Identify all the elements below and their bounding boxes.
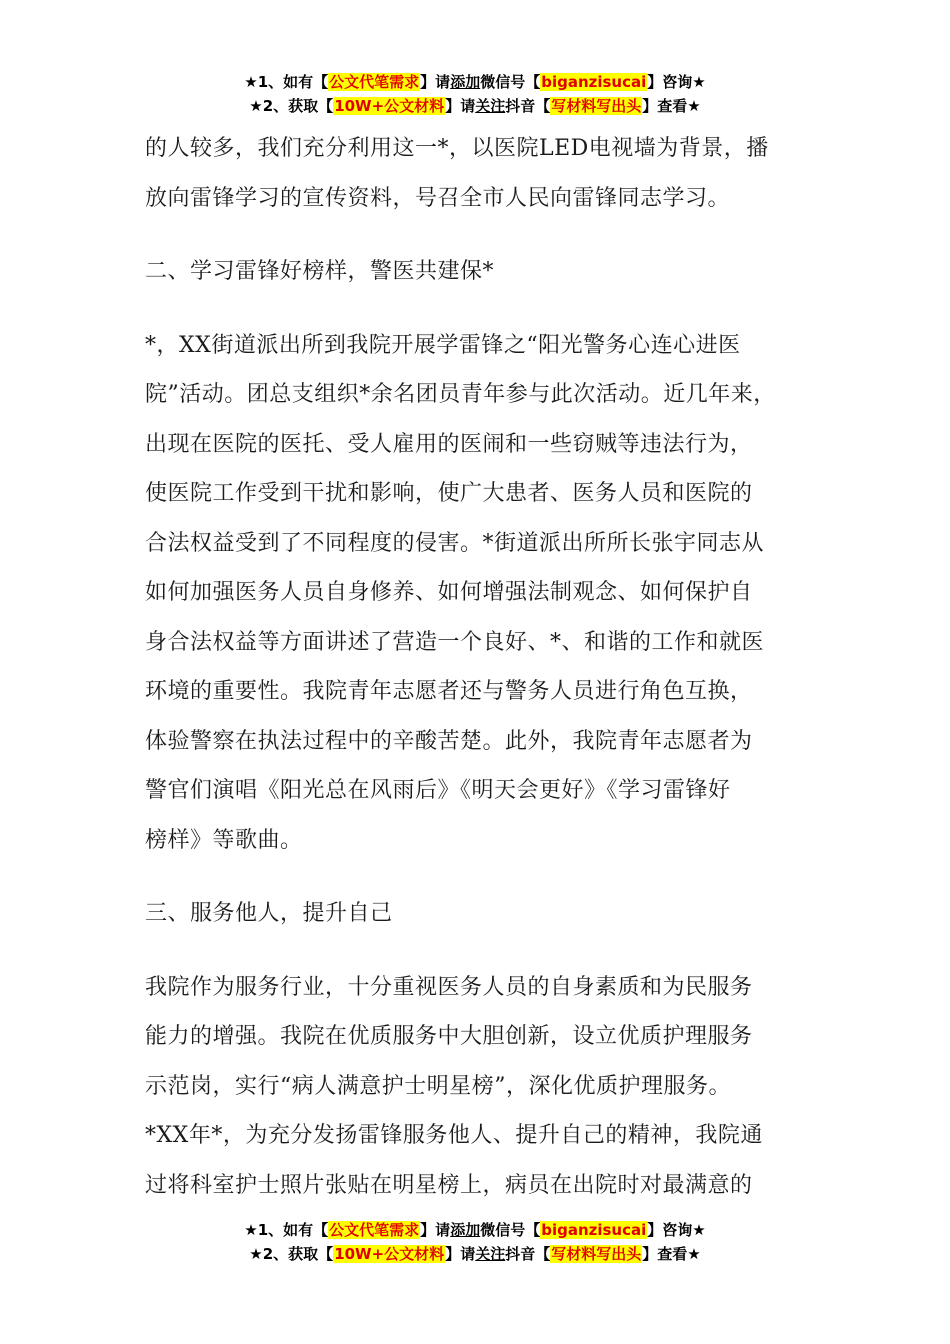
banner-text: ★1、如有【 [244,73,329,91]
paragraph-line: 我院作为服务行业，十分重视医务人员的自身素质和为民服务 [145,974,753,1000]
paragraph-line: *XX年*，为充分发扬雷锋服务他人、提升自己的精神，我院通 [145,1123,763,1148]
paragraph-line: 院”活动。团总支组织*余名团员青年参与此次活动。近几年来， [145,382,776,407]
section-heading: 三、服务他人，提升自己 [145,901,393,926]
banner-text: 】查看★ [642,1245,701,1263]
paragraph-line: *，XX街道派出所到我院开展学雷锋之“阳光警务心连心进医 [145,332,741,358]
banner-text: 抖音【 [505,1245,551,1263]
paragraph-line: 如何加强医务人员自身修养、如何增强法制观念、如何保护自 [145,580,753,605]
banner-line-2 [0,94,950,118]
highlight-text: biganzisucai [541,73,647,91]
paragraph-line: 出现在医院的医托、受人雇用的医闹和一些窃贼等违法行为， [145,431,753,457]
paragraph-line: 的人较多，我们充分利用这一*，以医院LED电视墙为背景，播 [145,136,769,161]
paragraph-line: 合法权益受到了不同程度的侵害。*街道派出所所长张宇同志从 [145,530,765,556]
paragraph-line: 环境的重要性。我院青年志愿者还与警务人员进行角色互换， [145,679,753,704]
paragraph-line: 榜样》等歌曲。 [145,827,303,853]
paragraph-line: 体验警察在执法过程中的辛酸苦楚。此外，我院青年志愿者为 [145,728,753,754]
underlined-text: 添加 [450,73,481,91]
highlight-text: 公文代笔需求 [329,73,420,91]
section-heading: 二、学习雷锋好榜样，警医共建保* [145,259,495,284]
document-body [145,124,825,1210]
highlight-text: 写材料写出头 [551,1245,642,1263]
paragraph-line: 放向雷锋学习的宣传资料，号召全市人民向雷锋同志学习。 [145,185,731,211]
paragraph-line: 警官们演唱《阳光总在风雨后》《明天会更好》《学习雷锋好 [145,778,731,803]
banner-text: 】咨询★ [647,73,706,91]
highlight-text: 公文代笔需求 [329,1221,420,1239]
banner-text: 】请 [420,1221,451,1239]
banner-text: 】请 [445,1245,476,1263]
banner-text: 】查看★ [642,97,701,115]
highlight-text: 10W+公文材料 [334,97,445,115]
highlight-text: biganzisucai [541,1221,647,1239]
banner-text: 微信号【 [480,1221,541,1239]
header-ad-banner [0,70,950,118]
banner-text: 】咨询★ [647,1221,706,1239]
paragraph-line: 过将科室护士照片张贴在明星榜上，病员在出院时对最满意的 [145,1172,753,1198]
paragraph-line: 能力的增强。我院在优质服务中大胆创新，设立优质护理服务 [145,1024,753,1049]
banner-text: 抖音【 [505,97,551,115]
underlined-text: 关注 [475,1245,506,1263]
underlined-text: 关注 [475,97,506,115]
banner-text: 】请 [445,97,476,115]
banner-text: 微信号【 [480,73,541,91]
paragraph-line: 示范岗，实行“病人满意护士明星榜”，深化优质护理服务。 [145,1073,731,1099]
banner-line-1 [0,1218,950,1242]
banner-text: ★1、如有【 [244,1221,329,1239]
paragraph-line: 使医院工作受到干扰和影响，使广大患者、医务人员和医院的 [145,481,753,506]
paragraph-line: 身合法权益等方面讲述了营造一个良好、*、和谐的工作和就医 [145,629,765,655]
banner-line-2 [0,1242,950,1266]
banner-text: ★2、获取【 [249,97,334,115]
highlight-text: 10W+公文材料 [334,1245,445,1263]
footer-ad-banner [0,1218,950,1266]
banner-text: 】请 [420,73,451,91]
highlight-text: 写材料写出头 [551,97,642,115]
banner-text: ★2、获取【 [249,1245,334,1263]
underlined-text: 添加 [450,1221,481,1239]
banner-line-1 [0,70,950,94]
